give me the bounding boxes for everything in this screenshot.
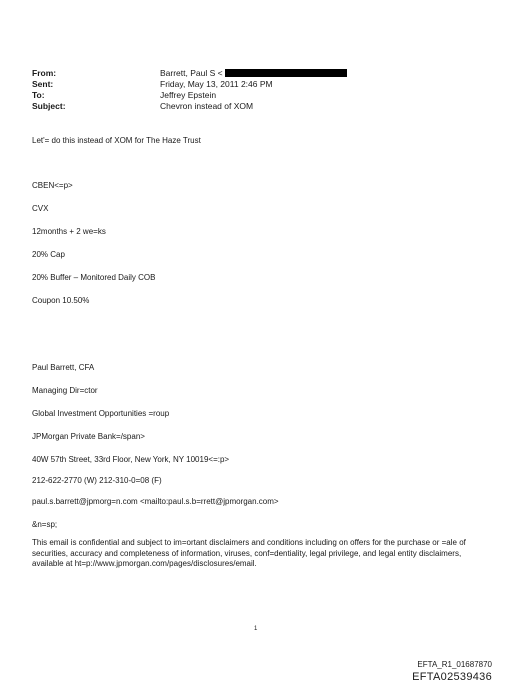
to-value: Jeffrey Epstein — [160, 90, 217, 100]
body-line: CVX — [32, 204, 49, 213]
bates-number-small: EFTA_R1_01687870 — [417, 660, 492, 669]
body-line: 12months + 2 we=ks — [32, 227, 106, 236]
sent-label: Sent: — [32, 79, 54, 89]
signature-company: JPMorgan Private Bank=/span> — [32, 432, 145, 441]
to-label: To: — [32, 90, 45, 100]
signature-address: 40W 57th Street, 33rd Floor, New York, NY 10019<=:p> — [32, 455, 230, 464]
body-intro: Let'= do this instead of XOM for The Haze Trust — [32, 136, 201, 145]
body-line: CBEN<=p> — [32, 181, 73, 190]
body-line: Coupon 10.50% — [32, 296, 90, 305]
page-number: 1 — [254, 626, 258, 632]
redaction-bar — [225, 69, 347, 77]
signature-title: Managing Dir=ctor — [32, 386, 98, 395]
subject-value: Chevron instead of XOM — [160, 101, 254, 111]
signature-phone: 212-622-2770 (W) 212-310-0=08 (F) — [32, 476, 162, 485]
signature-email[interactable]: paul.s.barrett@jpmorg=n.com <mailto:paul.s.b=rrett@jpmorgan.com> — [32, 497, 279, 506]
body-line: 20% Buffer – Monitored Daily COB — [32, 273, 156, 282]
signature-name: Paul Barrett, CFA — [32, 363, 95, 372]
from-label: From: — [32, 68, 57, 78]
signature-nbsp: &n=sp; — [32, 520, 58, 529]
sent-value: Friday, May 13, 2011 2:46 PM — [160, 79, 273, 89]
subject-label: Subject: — [32, 101, 66, 111]
from-value — [160, 68, 347, 79]
from-angle: < — [217, 68, 223, 78]
bates-number-large: EFTA02539436 — [412, 671, 492, 683]
signature-group: Global Investment Opportunities =roup — [32, 409, 170, 418]
body-line: 20% Cap — [32, 250, 65, 259]
from-name: Barrett, Paul S — [160, 68, 216, 78]
email-disclaimer: This email is confidential and subject to im=ortant disclaimers and conditions including on offers for the purchase or =ale of securities, accuracy and completeness of information, viruses, conf=dentiality, legal privilege, and legal entity disclaimers, available at ht=p://www.jpmorgan.com/pages/disclosures/email. — [32, 538, 466, 568]
